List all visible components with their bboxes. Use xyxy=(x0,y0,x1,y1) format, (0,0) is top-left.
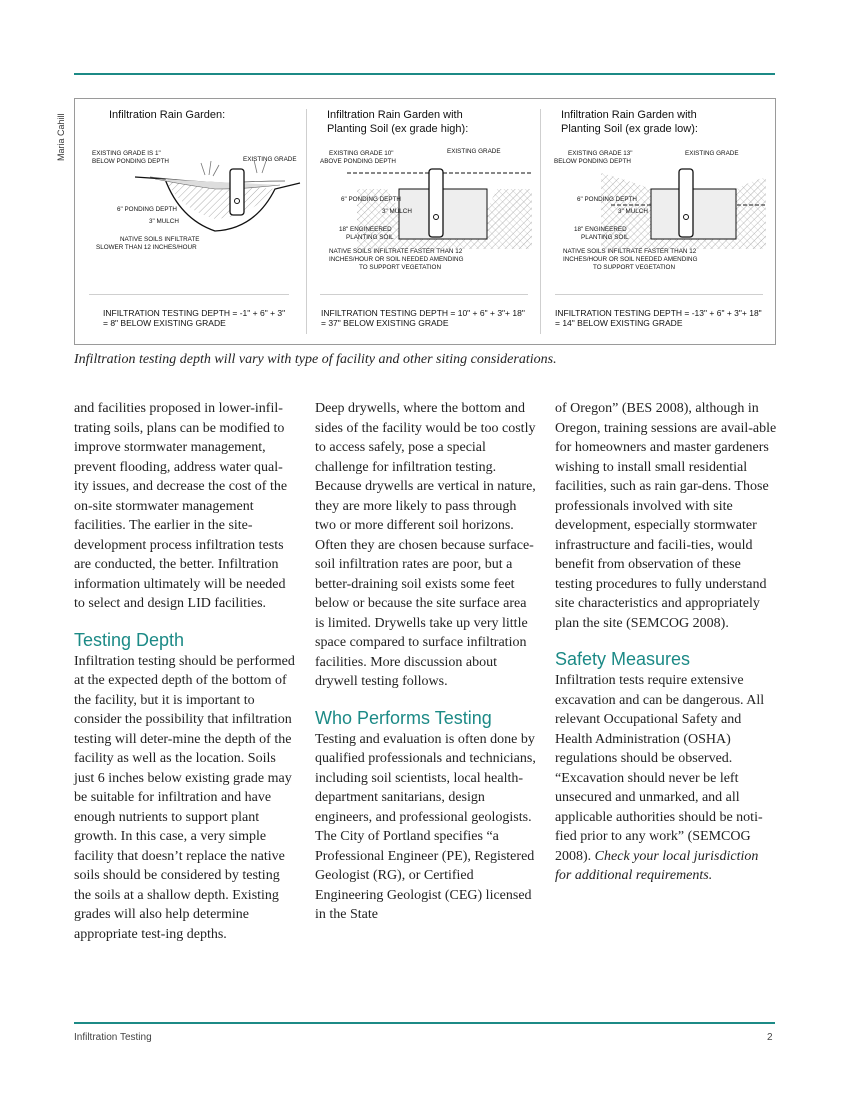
panel-subtitle: Planting Soil (ex grade low): xyxy=(561,123,698,135)
panel-planting-soil-low xyxy=(541,99,775,344)
label-native-soils: NATIVE SOILS INFILTRATE FASTER THAN 12 xyxy=(563,248,697,255)
label-existing-grade-is: EXISTING GRADE IS 1" xyxy=(92,150,161,157)
figure-diagram xyxy=(74,98,776,345)
testing-depth-formula: INFILTRATION TESTING DEPTH = 10" + 6" + 3"+ 18" xyxy=(321,308,525,318)
heading-safety-measures: Safety Measures xyxy=(555,649,691,669)
testing-depth-result: = 14" BELOW EXISTING GRADE xyxy=(555,318,683,328)
column-2 xyxy=(315,399,537,925)
label-mulch: 3" MULCH xyxy=(149,218,179,225)
label-below-ponding: BELOW PONDING DEPTH xyxy=(92,158,169,165)
paragraph: Deep drywells, where the bottom and sides of the facility would be too costly to access safely, pose a special challenge for infiltration testing. Because drywells are vertical in nature, they are more likely to pass through two or more different soil horizons. Often they are chosen because surface-soil infiltration rates are poor, but a better-draining soil exists some feet below or because the site surface area is limited. Drywells take up very little space compared to surface infiltration facilities. More discussion about drywell testing follows. xyxy=(315,401,536,689)
label-above-ponding: ABOVE PONDING DEPTH xyxy=(320,158,396,165)
paragraph: and facilities proposed in lower-infil-trating soils, plans can be modified to improve stormwater management, prevent flooding, address water qual-ity issues, and decrease the cost of the on-site stormwater management facilities. The earlier in the site-development process infiltration tests are conducted, the better. Infiltration information ultimately will be needed to select and design LID facilities. xyxy=(74,401,288,611)
heading-testing-depth: Testing Depth xyxy=(74,629,185,650)
label-native-soils-rate: SLOWER THAN 12 INCHES/HOUR xyxy=(96,244,197,251)
label-engineered: 18" ENGINEERED xyxy=(574,226,627,233)
label-ponding-depth: 6" PONDING DEPTH xyxy=(577,196,637,203)
label-mulch: 3" MULCH xyxy=(618,208,648,215)
panel-title: Infiltration Rain Garden with xyxy=(327,109,463,121)
label-native-soils: NATIVE SOILS INFILTRATE FASTER THAN 12 xyxy=(329,248,463,255)
top-rule xyxy=(74,73,775,75)
label-ponding-depth: 6" PONDING DEPTH xyxy=(341,196,401,203)
testing-depth-formula: INFILTRATION TESTING DEPTH = -1" + 6" + 3" xyxy=(103,308,286,318)
label-ponding-depth: 6" PONDING DEPTH xyxy=(117,206,177,213)
label-existing-grade-top: EXISTING GRADE 13" xyxy=(568,150,633,157)
label-below-ponding: BELOW PONDING DEPTH xyxy=(554,158,631,165)
paragraph: Infiltration testing should be performed at the expected depth of the bottom of the facility, but it is important to consider the possibility that infiltration testing will deter-mine the depth of the facility as well as the location. Soils just 6 inches below existing grade may be suitable for infiltration and have enough nutrients to support plant growth. In this case, a very simple facility that doesn’t replace the native soils should be considered by testing the soils at a shallow depth. Existing grades will also help determine appropriate test-ing depths. xyxy=(74,653,295,942)
footer-title: Infiltration Testing xyxy=(74,1032,152,1043)
heading-who-performs-testing: Who Performs Testing xyxy=(315,707,492,728)
label-support-vegetation: TO SUPPORT VEGETATION xyxy=(359,264,441,271)
paragraph: Testing and evaluation is often done by qualified professionals and technicians, including soil scientists, local health-department sanitarians, design engineers, and professional geologists. The City of Portland specifies “a Professional Engineer (PE), Registered Geologist (RG), or Certified Engineering Geologist (CEG) licensed in the State xyxy=(315,731,536,922)
credit-text: Maria Cahill xyxy=(56,113,66,161)
photo-credit xyxy=(54,104,68,164)
column-3 xyxy=(555,399,777,886)
label-native-soils: NATIVE SOILS INFILTRATE xyxy=(120,236,200,243)
panel-subtitle: Planting Soil (ex grade high): xyxy=(327,123,469,135)
testing-depth-formula: INFILTRATION TESTING DEPTH = -13" + 6" + 3"+ 18" xyxy=(555,308,762,318)
panel-title: Infiltration Rain Garden: xyxy=(109,109,226,121)
bottom-rule xyxy=(74,1022,775,1024)
italic-note: Check your local jurisdiction for additional requirements. xyxy=(555,848,759,883)
label-mulch: 3" MULCH xyxy=(382,208,412,215)
label-engineered: 18" ENGINEERED xyxy=(339,226,392,233)
page-number: 2 xyxy=(767,1032,773,1043)
label-planting-soil: PLANTING SOIL xyxy=(581,234,629,241)
paragraph-text: Infiltration tests require extensive excavation and can be dangerous. All relevant Occupational Safety and Health Administration (OSHA) regulations should be observed. “Excavation should never be left unsecured and unmarked, and all applicable authorities should be noti-fied prior to any work” (SEMCOG 2008). xyxy=(555,673,765,864)
label-existing-grade: EXISTING GRADE xyxy=(243,156,297,163)
paragraph xyxy=(555,671,777,886)
panel-title: Infiltration Rain Garden with xyxy=(561,109,697,121)
panel-planting-soil-high xyxy=(307,99,540,344)
label-existing-grade: EXISTING GRADE xyxy=(685,150,739,157)
paragraph: of Oregon” (BES 2008), although in Oregon, training sessions are avail-able for homeowners and master gardeners wishing to install small residential facilities, such as rain gar-dens. Those professionals involved with site development, especially stormwater infrastructure and facili-ties, would benefit from observation of these testing procedures to fully understand site characteristics and appropriately plan the site (SEMCOG 2008). xyxy=(555,401,777,631)
column-1 xyxy=(74,399,296,944)
label-existing-grade-top: EXISTING GRADE 10" xyxy=(329,150,394,157)
label-existing-grade: EXISTING GRADE xyxy=(447,148,501,155)
label-native-soils-amend: INCHES/HOUR OR SOIL NEEDED AMENDING xyxy=(563,256,698,263)
testing-depth-result: = 8" BELOW EXISTING GRADE xyxy=(103,318,226,328)
label-native-soils-amend: INCHES/HOUR OR SOIL NEEDED AMENDING xyxy=(329,256,464,263)
figure-caption: Infiltration testing depth will vary with type of facility and other siting considerations. xyxy=(74,352,557,367)
label-support-vegetation: TO SUPPORT VEGETATION xyxy=(593,264,675,271)
testing-depth-result: = 37" BELOW EXISTING GRADE xyxy=(321,318,449,328)
label-planting-soil: PLANTING SOIL xyxy=(346,234,394,241)
panel-rain-garden xyxy=(75,99,306,344)
